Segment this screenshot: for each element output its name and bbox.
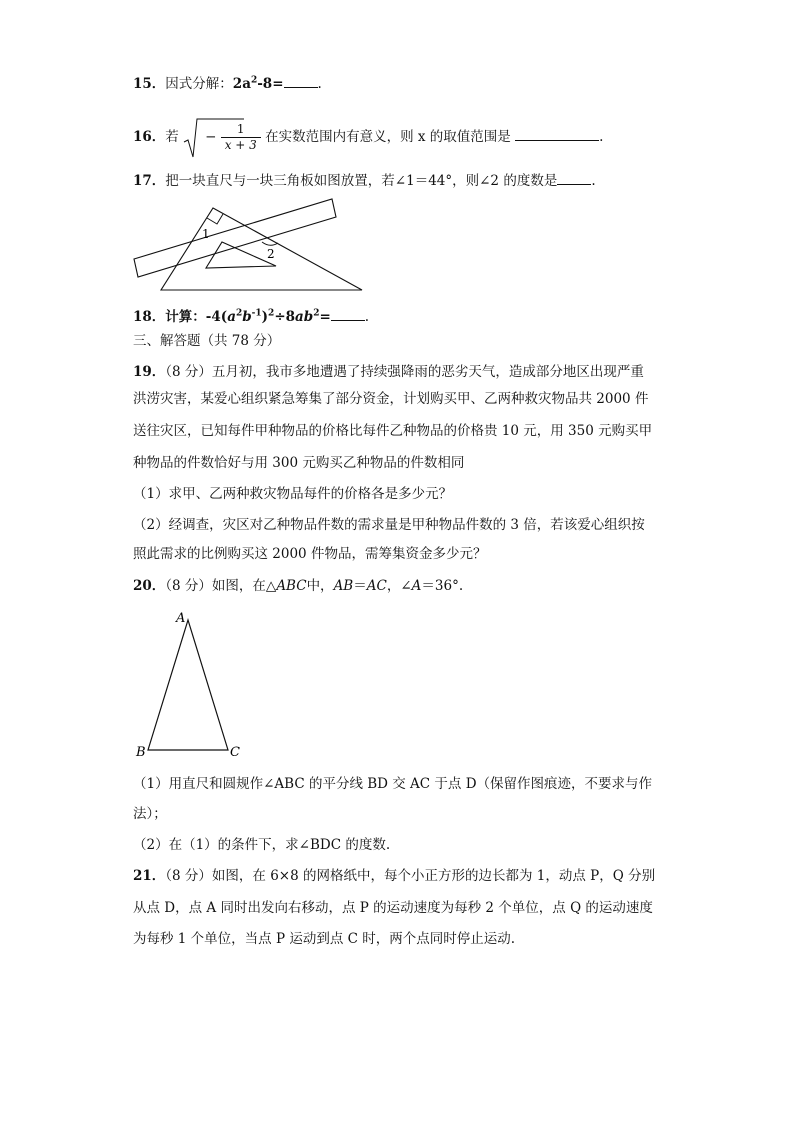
question-number: 16． — [133, 129, 166, 145]
question-19-sub-2-line-1: （2）经调查，灾区对乙种物品件数的需求量是甲种物品件数的 3 倍，若该爱心组织按 — [133, 517, 645, 533]
question-17 — [133, 172, 596, 190]
answer-blank — [284, 75, 318, 88]
question-number: 17． — [133, 173, 166, 189]
question-text: 在实数范围内有意义，则 x 的取值范围是 — [265, 129, 511, 145]
expression: $2a^2-8=$ — [232, 75, 284, 92]
triangle-abc — [148, 620, 228, 750]
vertex-c-label: C — [230, 745, 240, 760]
angle-2-label: 2 — [267, 247, 275, 261]
question-19-line-3: 送往灾区，已知每件甲种物品的价格比每件乙种物品的价格贵 10 元，用 350 元购买甲 — [133, 423, 653, 439]
question-18 — [133, 308, 369, 326]
period: . — [317, 76, 322, 92]
answer-blank — [557, 172, 591, 185]
vertex-b-label: B — [136, 745, 146, 760]
expression: 计算：$-4(a^2b^{-1})^2\div 8ab^2=$ — [165, 308, 331, 325]
isosceles-triangle-figure — [130, 608, 250, 760]
question-text: 把一块直尺与一块三角板如图放置，若∠1＝44°，则∠2 的度数是 — [165, 173, 558, 189]
angle-1-label: 1 — [202, 227, 210, 241]
question-number: 15． — [133, 76, 166, 92]
question-number: 21． — [133, 868, 166, 884]
question-number: 19． — [133, 364, 166, 380]
question-text: 因式分解： — [165, 76, 233, 92]
answer-blank — [515, 128, 599, 141]
answer-blank — [331, 308, 365, 321]
ruler — [134, 199, 336, 277]
question-20-sub-1-line-1: （1）用直尺和圆规作∠ABC 的平分线 BD 交 AC 于点 D（保留作图痕迹，不要求与作 — [133, 776, 653, 792]
radical-sign — [183, 116, 245, 158]
question-number: 18． — [133, 309, 166, 325]
ruler-triangle-figure — [130, 198, 370, 298]
sqrt-expression — [183, 122, 261, 153]
period: . — [599, 129, 604, 145]
question-15 — [133, 75, 322, 93]
question-19-line-4: 种物品的件数恰好与用 300 元购买乙种物品的件数相同 — [133, 455, 465, 471]
question-21-line-1: 21．（8 分）如图，在 6×8 的网格纸中，每个小正方形的边长都为 1，动点 P，Q 分别 — [133, 868, 656, 884]
question-19-sub-2-line-2: 照此需求的比例购买这 2000 件物品，需筹集资金多少元？ — [133, 546, 487, 562]
question-20-sub-2: （2）在（1）的条件下，求∠BDC 的度数. — [133, 837, 391, 853]
section-heading: 三、解答题（共 78 分） — [133, 333, 281, 349]
period: . — [364, 309, 370, 325]
minus-sign: − — [205, 129, 217, 145]
fraction: $\frac{1}{x + 3}$ — [221, 122, 261, 153]
period: . — [591, 173, 596, 189]
question-21-line-2: 从点 D，点 A 同时出发向右移动，点 P 的运动速度为每秒 2 个单位，点 Q 的运动速度 — [133, 900, 653, 916]
question-19-line-1: 19．（8 分）五月初，我市多地遭遇了持续强降雨的恶劣天气，造成部分地区出现严重 — [133, 364, 644, 380]
vertex-a-label: A — [176, 611, 186, 626]
question-number: 20． — [133, 578, 166, 594]
question-prefix: 若 — [165, 129, 179, 145]
right-angle-mark — [207, 214, 223, 224]
question-20: 20．（8 分）如图，在△ABC中，AB＝AC，∠A＝36°. — [133, 578, 464, 594]
question-19-sub-1: （1）求甲、乙两种救灾物品每件的价格各是多少元？ — [133, 486, 453, 502]
question-21-line-3: 为每秒 1 个单位，当点 P 运动到点 C 时，两个点同时停止运动. — [133, 931, 516, 947]
question-16 — [133, 122, 603, 153]
question-20-sub-1-line-2: 法）； — [133, 806, 167, 822]
question-19-line-2: 洪涝灾害，某爱心组织紧急筹集了部分资金，计划购买甲、乙两种救灾物品共 2000 件 — [133, 391, 649, 407]
